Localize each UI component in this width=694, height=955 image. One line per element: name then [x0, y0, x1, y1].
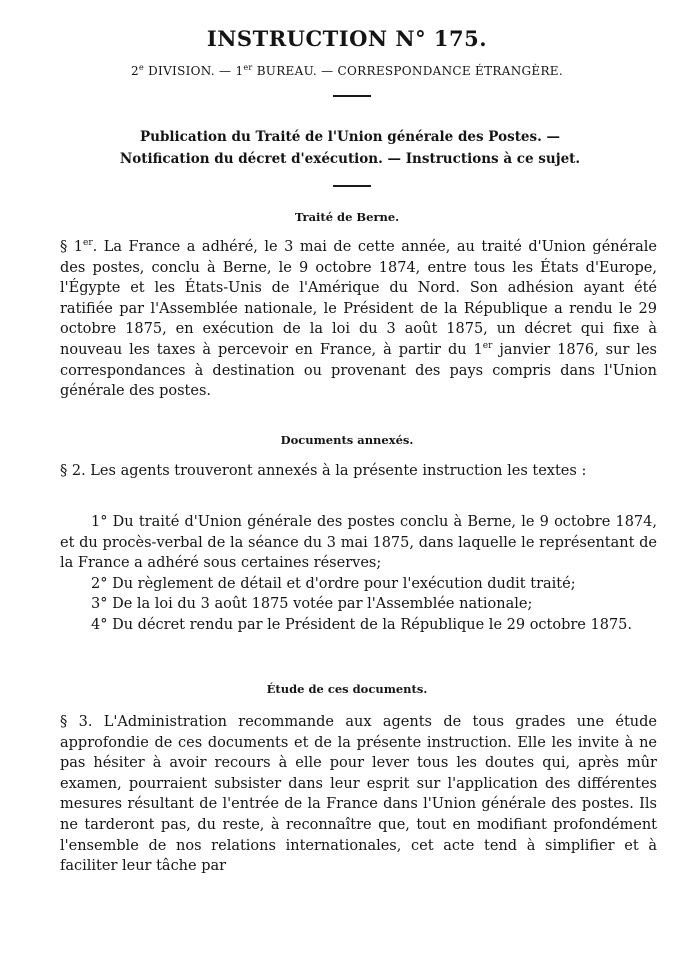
divider-rule: [333, 185, 371, 187]
annex-list: [60, 512, 657, 636]
section-title-documents: Documents annexés.: [280, 433, 414, 447]
bureau-number: 1: [235, 64, 244, 78]
marker-sup: er: [83, 238, 93, 249]
paragraph-marker: § 1: [60, 239, 83, 255]
paragraph-1-text-b: janvier 1876, sur les correspondances à destination ou provenant des pays compris dans l'Union générale des postes.: [60, 341, 658, 400]
annex-item-3: 3° De la loi du 3 août 1875 votée par l'Assemblée nationale;: [91, 596, 533, 613]
section-title-etude: Étude de ces documents.: [266, 682, 428, 696]
paragraph-1-sup: er: [482, 341, 493, 352]
instruction-title: INSTRUCTION N° 175.: [206, 26, 488, 51]
divider-rule: [333, 95, 371, 97]
document-heading: [60, 126, 640, 170]
bureau-label: BUREAU. — CORRESPONDANCE ÉTRANGÈRE.: [256, 64, 563, 78]
paragraph-1-text-a: . La France a adhéré, le 3 mai de cette année, au traité d'Union générale des postes, conclu à Berne, le 9 octobre 1874, entre tous les États d'Europe, l'Égypte et les États-Unis de l'Amérique du Nord. Son adhésion ayant été ratifiée par l'Assemblée nationale, le Président de la République a rendu le 29 octobre 1875, en exécution de la loi du 3 août 1875, un décret qui fixe à nouveau les taxes à percevoir en France, à partir du 1: [60, 239, 657, 358]
section-title-berne: Traité de Berne.: [294, 210, 400, 224]
paragraph-3: § 3. L'Administration recommande aux agents de tous grades une étude approfondie de ces documents et de la présente instruction. Elle les invite à ne pas hésiter à avoir recours à elle pour lever tous les doutes qui, après mûr examen, pourraient subsister dans leur esprit sur l'application des différentes mesures résultant de l'entrée de la France dans l'Union générale des postes. Ils ne tarderont pas, du reste, à reconnaître que, tout en modifiant profondément l'ensemble de nos relations internationales, cet acte tend à simplifier et à faciliter leur tâche par: [60, 714, 657, 875]
bureau-sup: er: [243, 63, 253, 72]
division-sup: e: [138, 63, 144, 72]
paragraph-2: § 2. Les agents trouveront annexés à la présente instruction les textes :: [60, 463, 587, 479]
division-label: DIVISION. —: [148, 64, 236, 78]
division-number: 2: [131, 64, 139, 78]
division-line: [0, 63, 694, 78]
paragraph-1: [60, 237, 657, 402]
annex-item-1: 1° Du traité d'Union générale des postes conclu à Berne, le 9 octobre 1874, et du procès-verbal de la séance du 3 mai 1875, dans laquelle le représentant de la France a adhéré sous certaines réserves;: [60, 514, 657, 572]
heading-line-2: Notification du décret d'exécution. — Instructions à ce sujet.: [119, 151, 581, 167]
annex-item-2: 2° Du règlement de détail et d'ordre pour l'exécution dudit traité;: [91, 575, 576, 592]
annex-item-4: 4° Du décret rendu par le Président de la République le 29 octobre 1875.: [91, 616, 633, 633]
heading-line-1: Publication du Traité de l'Union générale des Postes. —: [139, 129, 561, 145]
